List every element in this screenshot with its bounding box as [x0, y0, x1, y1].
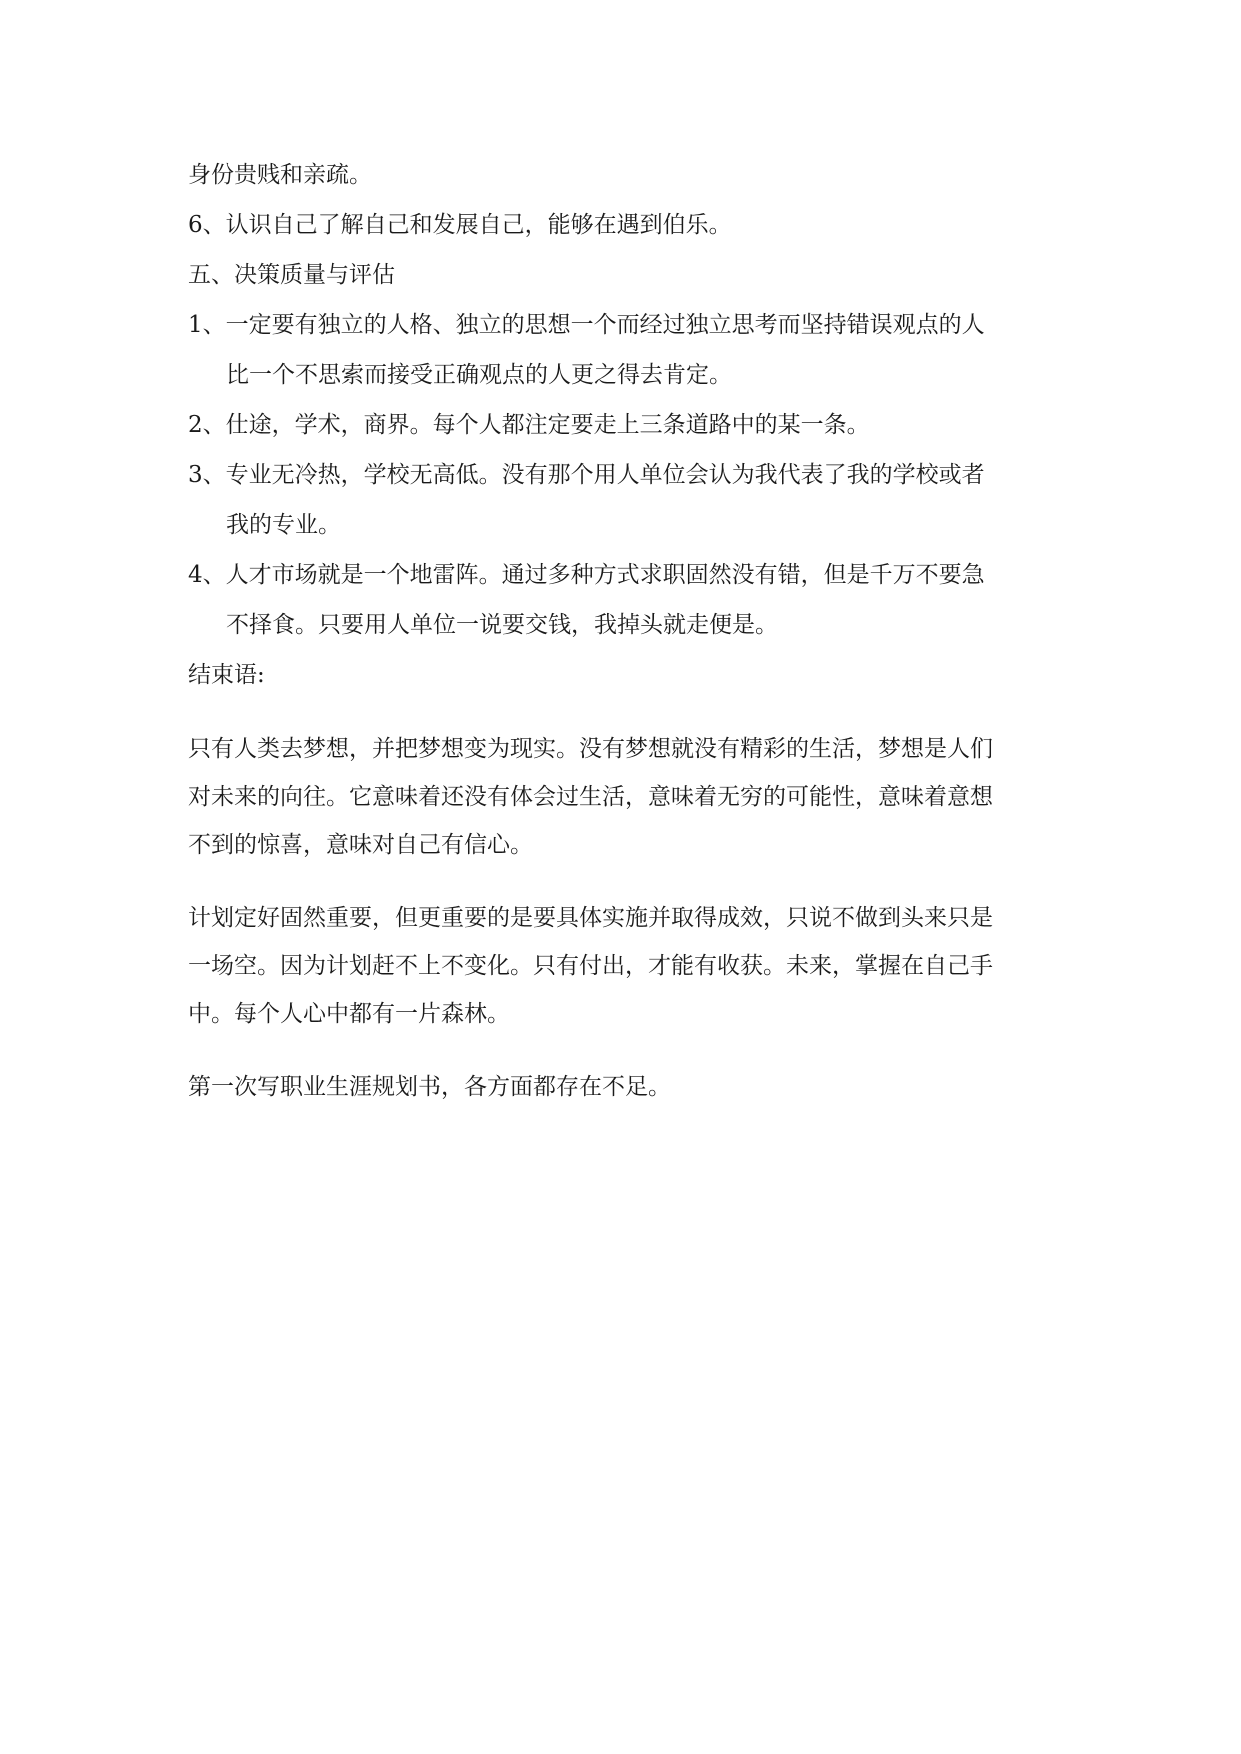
list-item [188, 550, 1068, 650]
list-item-text: 仕途，学术，商界。每个人都注定要走上三条道路中的某一条。 [225, 412, 870, 438]
paragraph [188, 894, 1068, 1038]
list-number: 1、 [188, 312, 226, 338]
list-item [188, 450, 1068, 550]
text-line: 6、认识自己了解自己和发展自己，能够在遇到伯乐。 [188, 212, 732, 238]
paragraph [188, 1063, 1068, 1111]
paragraph-line: 计划定好固然重要，但更重要的是要具体实施并取得成效，只说不做到头来只是 [188, 905, 993, 931]
paragraph-line: 一场空。因为计划赶不上不变化。只有付出，才能有收获。未来，掌握在自己手 [188, 953, 993, 979]
list-item-text: 人才市场就是一个地雷阵。通过多种方式求职固然没有错，但是千万不要急 [225, 562, 985, 588]
list-item [188, 400, 1068, 450]
list-item-text: 比一个不思索而接受正确观点的人更之得去肯定。 [226, 362, 732, 388]
section-heading: 五、决策质量与评估 [188, 262, 395, 288]
paragraph-line: 对未来的向往。它意味着还没有体会过生活，意味着无穷的可能性，意味着意想 [188, 784, 993, 810]
document-body [188, 150, 1068, 1111]
text-line: 身份贵贱和亲疏。 [188, 162, 372, 188]
list-number: 3、 [188, 462, 226, 488]
paragraph-line: 中。每个人心中都有一片森林。 [188, 1001, 510, 1027]
list-item-text: 不择食。只要用人单位一说要交钱，我掉头就走便是。 [226, 612, 778, 638]
list-item [188, 300, 1068, 400]
list-item-text: 专业无冷热，学校无高低。没有那个用人单位会认为我代表了我的学校或者 [225, 462, 985, 488]
paragraph-line: 第一次写职业生涯规划书，各方面都存在不足。 [188, 1074, 671, 1100]
list-number: 2、 [188, 412, 226, 438]
list-item-text: 一定要有独立的人格、独立的思想一个而经过独立思考而坚持错误观点的人 [225, 312, 985, 338]
list-number: 4、 [188, 562, 226, 588]
list-item-text: 我的专业。 [226, 512, 341, 538]
paragraph-line: 不到的惊喜，意味对自己有信心。 [188, 832, 533, 858]
closing-heading: 结束语: [188, 662, 265, 688]
paragraph [188, 725, 1068, 869]
paragraph-line: 只有人类去梦想，并把梦想变为现实。没有梦想就没有精彩的生活，梦想是人们 [188, 736, 993, 762]
